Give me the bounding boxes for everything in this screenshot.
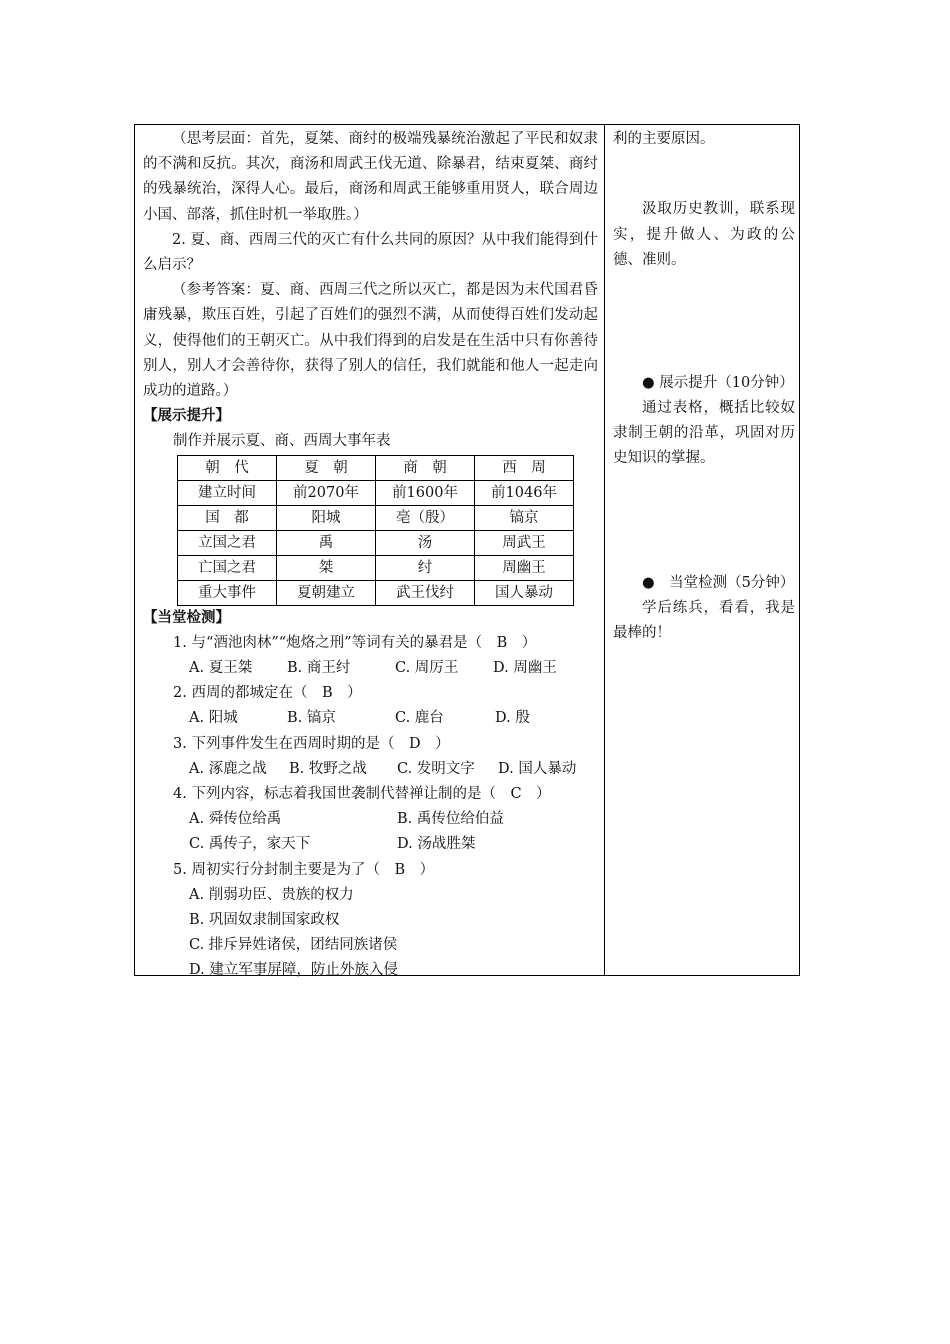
table-cell: 汤 [376,530,475,555]
test-q4-options-2 [143,832,598,857]
option: D. 周幽王 [493,660,557,677]
table-cell: 武王伐纣 [376,580,475,605]
table-cell: 前1046年 [475,480,574,505]
section-test-heading: ● 当堂检测（5分钟） [642,574,795,591]
column-divider [604,125,605,975]
table-cell: 夏 朝 [277,455,376,480]
heading-show: 【展示提升】 [143,408,230,425]
option: A. 涿鹿之战 [189,760,267,777]
option: C. 发明文字 [397,760,475,777]
option: A. 阳城 [189,710,238,727]
option: B. 巩固奴隶制国家政权 [189,912,340,929]
table-cell: 桀 [277,555,376,580]
option: C. 禹传子，家天下 [189,836,311,853]
reference-answer: （参考答案：夏、商、西周三代之所以灭亡，都是因为末代国君昏庸残暴，欺压百姓，引起了百姓们的强烈不满，从而使得百姓们发动起义，使得他们的王朝灭亡。从中我们得到的启发是在生活中只有你善待别人，别人才会善待你，获得了别人的信任，我们就能和他人一起走向成功的道路。） [143,282,598,400]
test-q2-options [143,706,598,731]
table-cell: 国 都 [178,505,277,530]
section-show-heading: ● 展示提升（10分钟） [642,374,794,391]
option: A. 削弱功臣、贵族的权力 [189,886,354,903]
right-column [613,127,795,647]
table-row [178,580,574,605]
table-intro: 制作并展示夏、商、西周大事年表 [173,433,391,450]
test-q4-options-1 [143,807,598,832]
table-cell: 亳（殷） [376,505,475,530]
table-cell: 前1600年 [376,480,475,505]
test-q2: 2. 西周的都城定在（ B ） [173,685,362,702]
heading-test: 【当堂检测】 [143,609,230,626]
test-q4: 4. 下列内容，标志着我国世袭制代替禅让制的是（ C ） [173,786,551,803]
test-q3: 3. 下列事件发生在西周时期的是（ D ） [173,735,450,752]
option: B. 禹传位给伯益 [397,811,504,828]
table-row [178,505,574,530]
table-cell: 纣 [376,555,475,580]
table-row [178,555,574,580]
section-test-note: 学后练兵，看看，我是最棒的！ [613,600,795,642]
option: C. 周厉王 [395,660,459,677]
lesson-table [134,124,800,979]
section-show-note: 通过表格，概括比较奴隶制王朝的沿革，巩固对历史知识的掌握。 [613,399,795,467]
table-cell: 镐京 [475,505,574,530]
table-cell: 禹 [277,530,376,555]
option: B. 镐京 [287,710,336,727]
table-cell: 朝 代 [178,455,277,480]
lesson-note: 汲取历史教训，联系现实，提升做人、为政的公德、准则。 [613,201,795,268]
reason-continued: 利的主要原因。 [613,131,715,147]
dynasty-events-table [177,455,574,606]
test-q3-options [143,757,598,782]
option: A. 舜传位给禹 [189,811,282,828]
option: B. 商王纣 [287,660,351,677]
option: C. 排斥异姓诸侯，团结同族诸侯 [189,937,398,954]
option: B. 牧野之战 [289,760,367,777]
table-cell: 亡国之君 [178,555,277,580]
table-row [178,480,574,505]
test-q5: 5. 周初实行分封制主要是为了（ B ） [173,861,435,878]
option: C. 鹿台 [395,710,444,727]
option: D. 汤战胜桀 [397,836,476,853]
table-cell: 前2070年 [277,480,376,505]
table-cell: 立国之君 [178,530,277,555]
table-cell: 重大事件 [178,580,277,605]
thinking-paragraph: （思考层面：首先，夏桀、商纣的极端残暴统治激起了平民和奴隶的不满和反抗。其次，商汤和周武王伐无道、除暴君，结束夏桀、商纣的残暴统治，深得人心。最后，商汤和周武王能够重用贤人，联合周边小国、部落，抓住时机一举取胜。） [143,131,598,223]
option: D. 国人暴动 [498,760,577,777]
table-cell: 周幽王 [475,555,574,580]
table-cell: 周武王 [475,530,574,555]
table-cell: 建立时间 [178,480,277,505]
table-cell: 西 周 [475,455,574,480]
option: D. 建立军事屏障，防止外族入侵 [189,962,398,979]
question-2: 2. 夏、商、西周三代的灭亡有什么共同的原因？从中我们能得到什么启示？ [143,231,598,274]
option: A. 夏王桀 [189,660,253,677]
test-q1-options [143,656,598,681]
left-column [143,127,598,984]
table-cell: 商 朝 [376,455,475,480]
table-cell: 阳城 [277,505,376,530]
table-cell: 国人暴动 [475,580,574,605]
table-row [178,530,574,555]
table-cell: 夏朝建立 [277,580,376,605]
test-q1: 1. 与“酒池肉林”“炮烙之刑”等词有关的暴君是（ B ） [173,634,537,651]
table-header-row [178,455,574,480]
option: D. 殷 [495,710,530,727]
